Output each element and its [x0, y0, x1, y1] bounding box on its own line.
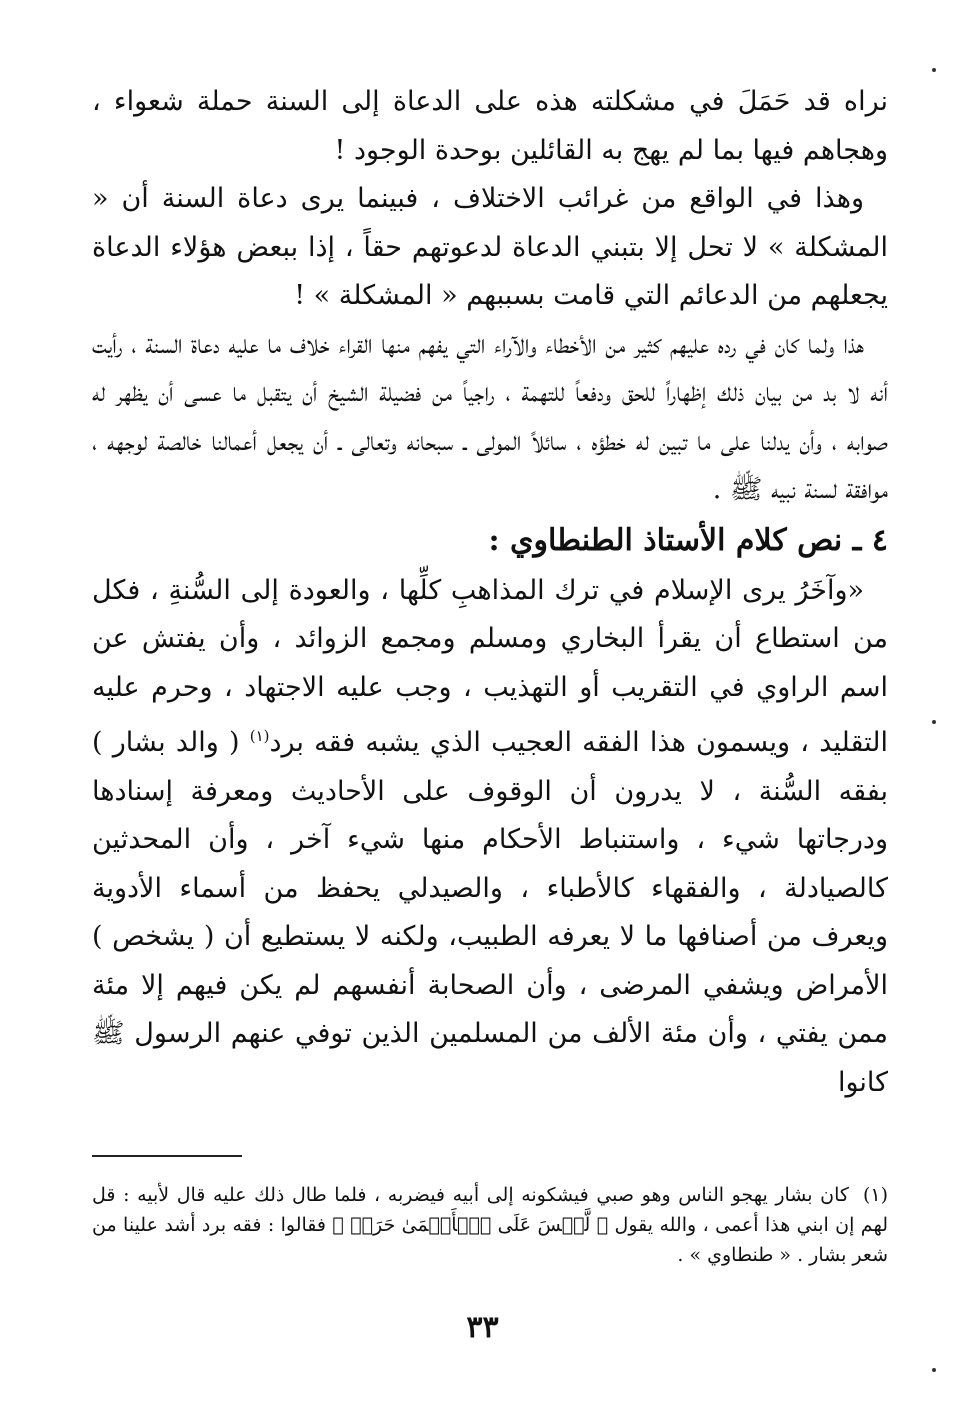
quote-text-start: «وآخَرُ يرى الإسلام في ترك المذاهبِ كلِّها ، والعودة إلى السُّنةِ ، فكل من استطاع أن يقرأ البخاري ومسلم ومجمع الزوائد ، وأن يفتش عن اسم الراوي في التقريب أو التهذيب ، وجب عليه الاجتهاد ، وحرم عليه التقليد ، ويسمون هذا الفقه العجيب الذي يشبه فقه برد — [92, 574, 888, 758]
footnote-number: (١) — [862, 1184, 888, 1206]
scan-dot — [932, 720, 936, 724]
footnote — [92, 1180, 888, 1270]
scan-dot — [932, 68, 936, 72]
quote-paragraph — [92, 567, 888, 1108]
section-heading: ٤ ـ نص كلام الأستاذ الطنطاوي : — [488, 522, 888, 558]
page-number: ٣٣ — [466, 1310, 499, 1345]
paragraph-1: نراه قد حَمَلَ في مشكلته هذه على الدعاة إلى السنة حملة شعواء ، وهجاهم فيها بما لم يهج به القائلين بوحدة الوجود ! — [92, 86, 888, 166]
footnote-reference: (١) — [249, 727, 270, 745]
footnote-text: كان بشار يهجو الناس وهو صبي فيشكونه إلى أبيه فيضربه ، فلما طال ذلك عليه قال لأبيه : قل لهم إن ابني هذا أعمى ، والله يقول ﴿ لَّيۡسَ عَلَى ٱلۡأَعۡمَىٰ حَرَجٞ ﴾ فقالوا : فقه برد أشد علينا من شعر بشار . « طنطاوي » . — [92, 1184, 888, 1266]
scan-dot — [932, 1368, 936, 1372]
page-body — [92, 78, 888, 1107]
footnote-separator — [92, 1155, 242, 1157]
quote-text-end: ( والد بشار ) بفقه السُّنة ، لا يدرون أن الوقوف على الأحاديث ومعرفة إسنادها ودرجاتها شيء ، واستنباط الأحكام منها شيء آخر ، وأن المحدثين كالصيادلة ، والفقهاء كالأطباء ، والصيدلي يحفظ من أسماء الأدوية ويعرف من أصنافها ما لا يعرفه الطبيب، ولكنه لا يستطيع أن ( يشخص ) الأمراض ويشفي المرضى ، وأن الصحابة أنفسهم لم يكن فيهم إلا مئة ممن يفتي ، وأن مئة الألف من المسلمين الذين توفي عنهم الرسول ﷺ كانوا — [92, 727, 889, 1098]
paragraph-3: هذا ولما كان في رده عليهم كثير من الأخطاء والآراء التي يفهم منها القراء خلاف ما عليه دعاة السنة ، رأيت أنه لا بد من بيان ذلك إظهاراً للحق ودفعاً للتهمة ، راجياً من فضيلة الشيخ أن يتقبل ما عسى أن يظهر له صوابه ، وأن يدلنا على ما تبين له خطؤه ، سائلاً المولى ـ سبحانه وتعالى ـ أن يجعل أعمالنا خالصة لوجهه ، موافقة لسنة نبيه ﷺ . — [92, 328, 888, 505]
paragraph-2: وهذا في الواقع من غرائب الاختلاف ، فبينما يرى دعاة السنة أن « المشكلة » لا تحل إلا بتبني الدعاة لدعوتهم حقاً ، إذا ببعض هؤلاء الدعاة يجعلهم من الدعائم التي قامت بسببهم « المشكلة » ! — [92, 183, 888, 311]
